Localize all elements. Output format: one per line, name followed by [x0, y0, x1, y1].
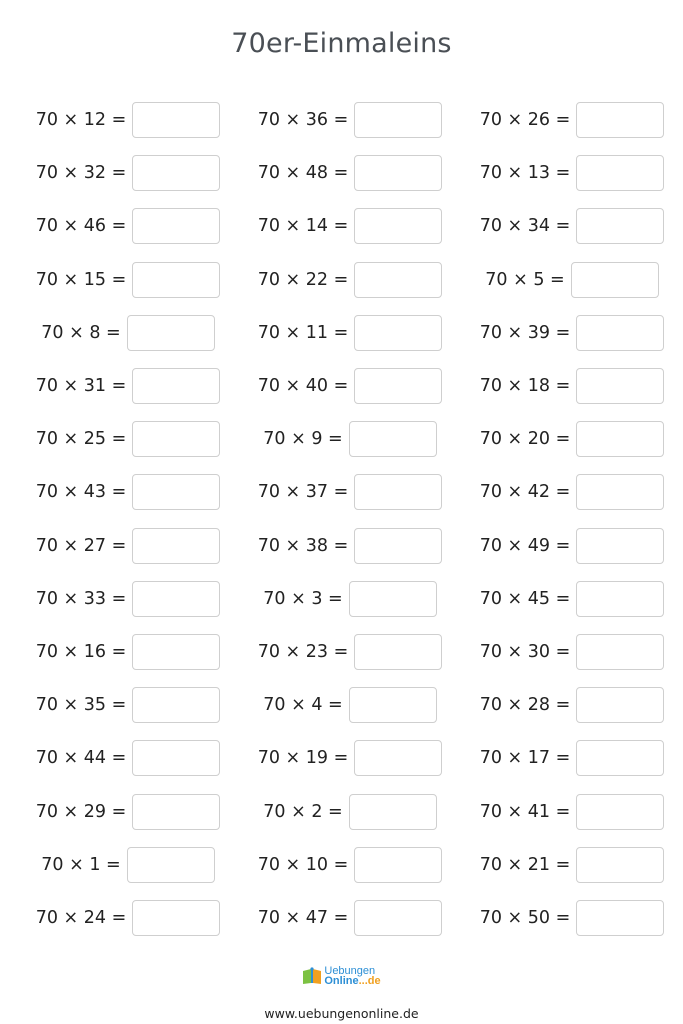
exercise-expression: 70 × 44 = [35, 748, 127, 769]
answer-input[interactable] [132, 421, 220, 457]
answer-input[interactable] [576, 102, 664, 138]
answer-input[interactable] [576, 634, 664, 670]
exercise-expression: 70 × 11 = [257, 322, 349, 343]
exercise-expression: 70 × 16 = [35, 642, 127, 662]
exercise-row [0, 845, 683, 885]
exercise-task [23, 898, 233, 938]
exercise-task [23, 792, 233, 832]
exercise-expression: 70 × 36 = [257, 110, 349, 130]
exercise-expression: 70 × 40 = [257, 376, 349, 396]
exercise-expression: 70 × 24 = [35, 908, 127, 928]
exercise-task [23, 100, 233, 140]
exercise-task [23, 685, 233, 725]
exercise-expression: 70 × 8 = [41, 322, 121, 343]
answer-input[interactable] [354, 315, 442, 351]
answer-input[interactable] [132, 262, 220, 298]
exercise-expression: 70 × 46 = [35, 216, 127, 237]
answer-input[interactable] [132, 634, 220, 670]
exercise-expression: 70 × 14 = [257, 216, 349, 237]
exercise-row [0, 472, 683, 512]
answer-input[interactable] [354, 847, 442, 883]
exercise-row [0, 898, 683, 938]
exercise-row [0, 419, 683, 459]
page-title: 70er-Einmaleins [231, 28, 452, 59]
exercise-expression: 70 × 15 = [35, 269, 127, 290]
exercise-row [0, 526, 683, 566]
exercise-task [467, 792, 677, 832]
answer-input[interactable] [349, 581, 437, 617]
answer-input[interactable] [132, 102, 220, 138]
answer-input[interactable] [132, 687, 220, 723]
answer-input[interactable] [132, 155, 220, 191]
exercise-task [467, 153, 677, 193]
exercise-row [0, 792, 683, 832]
exercise-task [23, 526, 233, 566]
exercise-task [467, 313, 677, 353]
exercise-expression: 70 × 12 = [35, 110, 127, 130]
footer-url: www.uebungenonline.de [264, 1006, 419, 1021]
exercise-row [0, 738, 683, 778]
exercise-expression: 70 × 47 = [257, 908, 349, 928]
exercise-task [23, 738, 233, 778]
exercise-task [245, 260, 455, 300]
exercise-expression: 70 × 27 = [35, 535, 127, 556]
answer-input[interactable] [132, 581, 220, 617]
exercise-expression: 70 × 21 = [479, 854, 571, 875]
exercise-task [23, 845, 233, 885]
exercise-row [0, 632, 683, 672]
answer-input[interactable] [576, 208, 664, 244]
exercise-expression: 70 × 19 = [257, 748, 349, 769]
exercise-task [23, 313, 233, 353]
exercise-task [245, 472, 455, 512]
exercise-task [245, 419, 455, 459]
exercise-task [245, 526, 455, 566]
logo-text [324, 966, 380, 986]
answer-input[interactable] [571, 262, 659, 298]
exercise-expression: 70 × 37 = [257, 482, 349, 503]
exercise-task [245, 579, 455, 619]
exercise-row [0, 100, 683, 140]
exercise-task [23, 419, 233, 459]
exercise-expression: 70 × 50 = [479, 908, 571, 928]
answer-input[interactable] [576, 581, 664, 617]
exercise-expression: 70 × 20 = [479, 429, 571, 450]
exercise-expression: 70 × 48 = [257, 163, 349, 184]
exercise-expression: 70 × 34 = [479, 216, 571, 237]
exercise-row [0, 206, 683, 246]
exercise-task [245, 632, 455, 672]
exercise-task [467, 472, 677, 512]
exercise-task [467, 579, 677, 619]
answer-input[interactable] [576, 421, 664, 457]
exercise-row [0, 260, 683, 300]
exercise-expression: 70 × 22 = [257, 269, 349, 290]
exercise-task [467, 632, 677, 672]
exercise-task [467, 100, 677, 140]
exercise-expression: 70 × 2 = [263, 801, 343, 822]
exercise-task [245, 792, 455, 832]
exercise-row [0, 685, 683, 725]
exercise-task [467, 898, 677, 938]
answer-input[interactable] [349, 687, 437, 723]
answer-input[interactable] [576, 740, 664, 776]
exercise-expression: 70 × 30 = [479, 642, 571, 662]
answer-input[interactable] [354, 368, 442, 404]
answer-input[interactable] [354, 474, 442, 510]
exercise-expression: 70 × 35 = [35, 695, 127, 716]
answer-input[interactable] [576, 315, 664, 351]
exercise-expression: 70 × 3 = [263, 588, 343, 609]
exercise-row [0, 366, 683, 406]
exercise-task [467, 366, 677, 406]
answer-input[interactable] [132, 900, 220, 936]
exercise-task [467, 685, 677, 725]
exercise-row [0, 153, 683, 193]
exercise-expression: 70 × 31 = [35, 376, 127, 396]
exercise-task [245, 366, 455, 406]
exercise-row [0, 313, 683, 353]
exercise-expression: 70 × 26 = [479, 110, 571, 130]
exercise-task [23, 206, 233, 246]
logo-line1: Uebungen [324, 965, 376, 977]
answer-input[interactable] [354, 740, 442, 776]
answer-input[interactable] [349, 421, 437, 457]
answer-input[interactable] [576, 474, 664, 510]
answer-input[interactable] [354, 900, 442, 936]
answer-input[interactable] [127, 847, 215, 883]
answer-input[interactable] [354, 634, 442, 670]
exercise-task [245, 100, 455, 140]
answer-input[interactable] [354, 262, 442, 298]
exercise-expression: 70 × 32 = [35, 163, 127, 184]
exercise-expression: 70 × 42 = [479, 482, 571, 503]
answer-input[interactable] [576, 528, 664, 564]
exercise-task [467, 206, 677, 246]
answer-input[interactable] [132, 740, 220, 776]
exercise-expression: 70 × 1 = [41, 854, 121, 875]
answer-input[interactable] [132, 208, 220, 244]
exercise-expression: 70 × 29 = [35, 801, 127, 822]
exercise-task [245, 206, 455, 246]
exercise-expression: 70 × 38 = [257, 535, 349, 556]
exercise-task [23, 153, 233, 193]
answer-input[interactable] [354, 528, 442, 564]
exercise-task [23, 260, 233, 300]
exercise-task [23, 632, 233, 672]
exercise-expression: 70 × 4 = [263, 695, 343, 716]
exercise-task [245, 845, 455, 885]
exercise-expression: 70 × 45 = [479, 588, 571, 609]
answer-input[interactable] [576, 794, 664, 830]
exercise-expression: 70 × 9 = [263, 429, 343, 450]
answer-input[interactable] [349, 794, 437, 830]
exercise-expression: 70 × 28 = [479, 695, 571, 716]
exercise-task [245, 685, 455, 725]
exercise-task [245, 738, 455, 778]
answer-input[interactable] [576, 900, 664, 936]
exercise-expression: 70 × 39 = [479, 322, 571, 343]
answer-input[interactable] [127, 315, 215, 351]
exercise-expression: 70 × 25 = [35, 429, 127, 450]
exercise-expression: 70 × 17 = [479, 748, 571, 769]
answer-input[interactable] [354, 208, 442, 244]
exercise-task [467, 419, 677, 459]
exercise-task [467, 845, 677, 885]
exercise-expression: 70 × 49 = [479, 535, 571, 556]
exercise-row [0, 579, 683, 619]
exercise-task [467, 260, 677, 300]
logo-line2-main: Online [324, 975, 359, 987]
answer-input[interactable] [354, 102, 442, 138]
answer-input[interactable] [132, 368, 220, 404]
exercise-expression: 70 × 33 = [35, 588, 127, 609]
exercise-expression: 70 × 10 = [257, 854, 349, 875]
exercise-task [245, 153, 455, 193]
logo-line2 [324, 976, 380, 986]
exercise-task [23, 579, 233, 619]
exercise-expression: 70 × 23 = [257, 642, 349, 662]
exercise-expression: 70 × 43 = [35, 482, 127, 503]
answer-input[interactable] [132, 528, 220, 564]
answer-input[interactable] [132, 474, 220, 510]
answer-input[interactable] [576, 687, 664, 723]
book-icon [302, 967, 322, 985]
exercise-expression: 70 × 18 = [479, 376, 571, 396]
answer-input[interactable] [576, 368, 664, 404]
exercise-expression: 70 × 41 = [479, 801, 571, 822]
answer-input[interactable] [132, 794, 220, 830]
exercise-expression: 70 × 13 = [479, 163, 571, 184]
exercise-task [467, 738, 677, 778]
logo-line2-suffix: ...de [358, 975, 381, 987]
answer-input[interactable] [576, 847, 664, 883]
site-logo [0, 966, 683, 986]
answer-input[interactable] [576, 155, 664, 191]
answer-input[interactable] [354, 155, 442, 191]
exercise-task [23, 472, 233, 512]
exercise-task [245, 313, 455, 353]
exercise-task [23, 366, 233, 406]
exercise-expression: 70 × 5 = [485, 269, 565, 290]
exercise-task [245, 898, 455, 938]
exercise-task [467, 526, 677, 566]
